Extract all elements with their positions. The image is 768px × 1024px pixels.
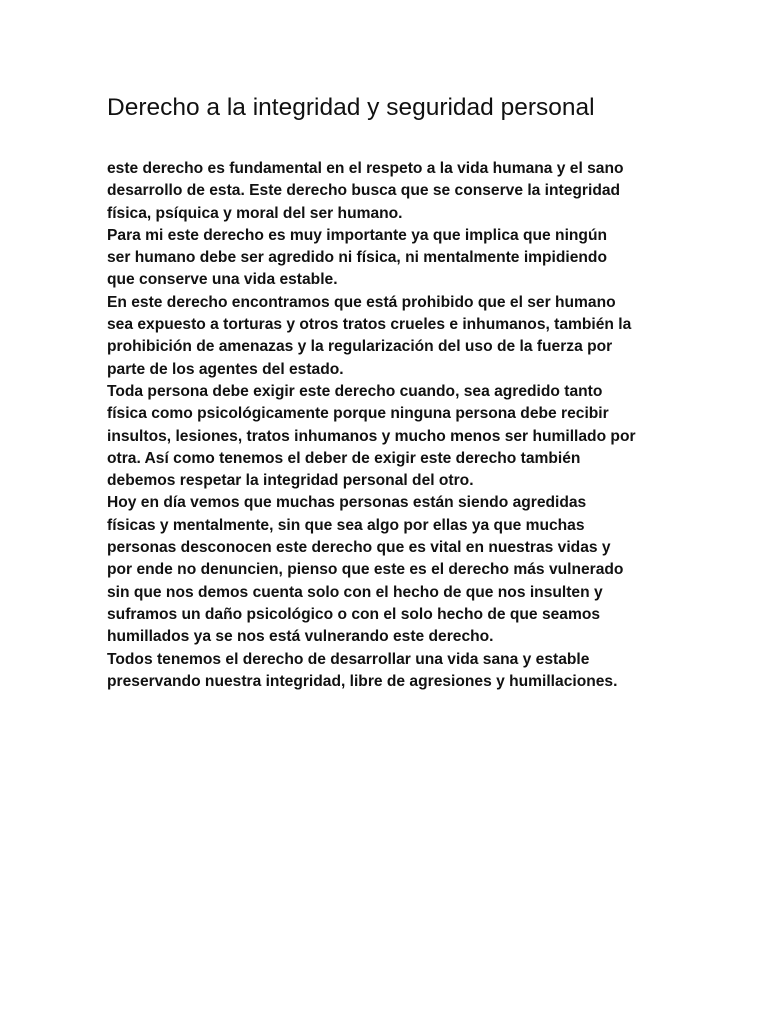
body-line: otra. Así como tenemos el deber de exigir este derecho también bbox=[107, 449, 581, 467]
body-line: desarrollo de esta. Este derecho busca que se conserve la integridad bbox=[107, 182, 621, 200]
body-line: física como psicológicamente porque ninguna persona debe recibir bbox=[107, 405, 609, 423]
body-line: personas desconocen este derecho que es vital en nuestras vidas y bbox=[107, 539, 611, 557]
document-title: Derecho a la integridad y seguridad personal bbox=[107, 94, 595, 121]
body-line: prohibición de amenazas y la regularización del uso de la fuerza por bbox=[107, 338, 613, 356]
body-line: sea expuesto a torturas y otros tratos crueles e inhumanos, también la bbox=[107, 316, 632, 334]
body-line: suframos un daño psicológico o con el solo hecho de que seamos bbox=[107, 605, 601, 623]
body-line: que conserve una vida estable. bbox=[107, 271, 338, 289]
body-line: insultos, lesiones, tratos inhumanos y mucho menos ser humillado por bbox=[107, 427, 636, 445]
body-line: ser humano debe ser agredido ni física, ni mentalmente impidiendo bbox=[107, 249, 607, 267]
body-line: por ende no denuncien, pienso que este es el derecho más vulnerado bbox=[107, 561, 624, 579]
body-line: parte de los agentes del estado. bbox=[107, 360, 344, 378]
body-line: Hoy en día vemos que muchas personas están siendo agredidas bbox=[107, 494, 587, 512]
body-line: físicas y mentalmente, sin que sea algo por ellas ya que muchas bbox=[107, 516, 585, 534]
document-body bbox=[107, 158, 667, 693]
body-line: debemos respetar la integridad personal del otro. bbox=[107, 472, 474, 490]
body-line: preservando nuestra integridad, libre de agresiones y humillaciones. bbox=[107, 672, 618, 690]
body-line: Todos tenemos el derecho de desarrollar una vida sana y estable bbox=[107, 650, 590, 668]
body-line: sin que nos demos cuenta solo con el hecho de que nos insulten y bbox=[107, 583, 603, 601]
body-line: Para mi este derecho es muy importante ya que implica que ningún bbox=[107, 226, 608, 244]
body-line: En este derecho encontramos que está prohibido que el ser humano bbox=[107, 293, 616, 311]
body-line: humillados ya se nos está vulnerando este derecho. bbox=[107, 628, 494, 646]
body-line: Toda persona debe exigir este derecho cuando, sea agredido tanto bbox=[107, 382, 603, 400]
body-line: física, psíquica y moral del ser humano. bbox=[107, 204, 403, 222]
body-line: este derecho es fundamental en el respeto a la vida humana y el sano bbox=[107, 160, 624, 177]
